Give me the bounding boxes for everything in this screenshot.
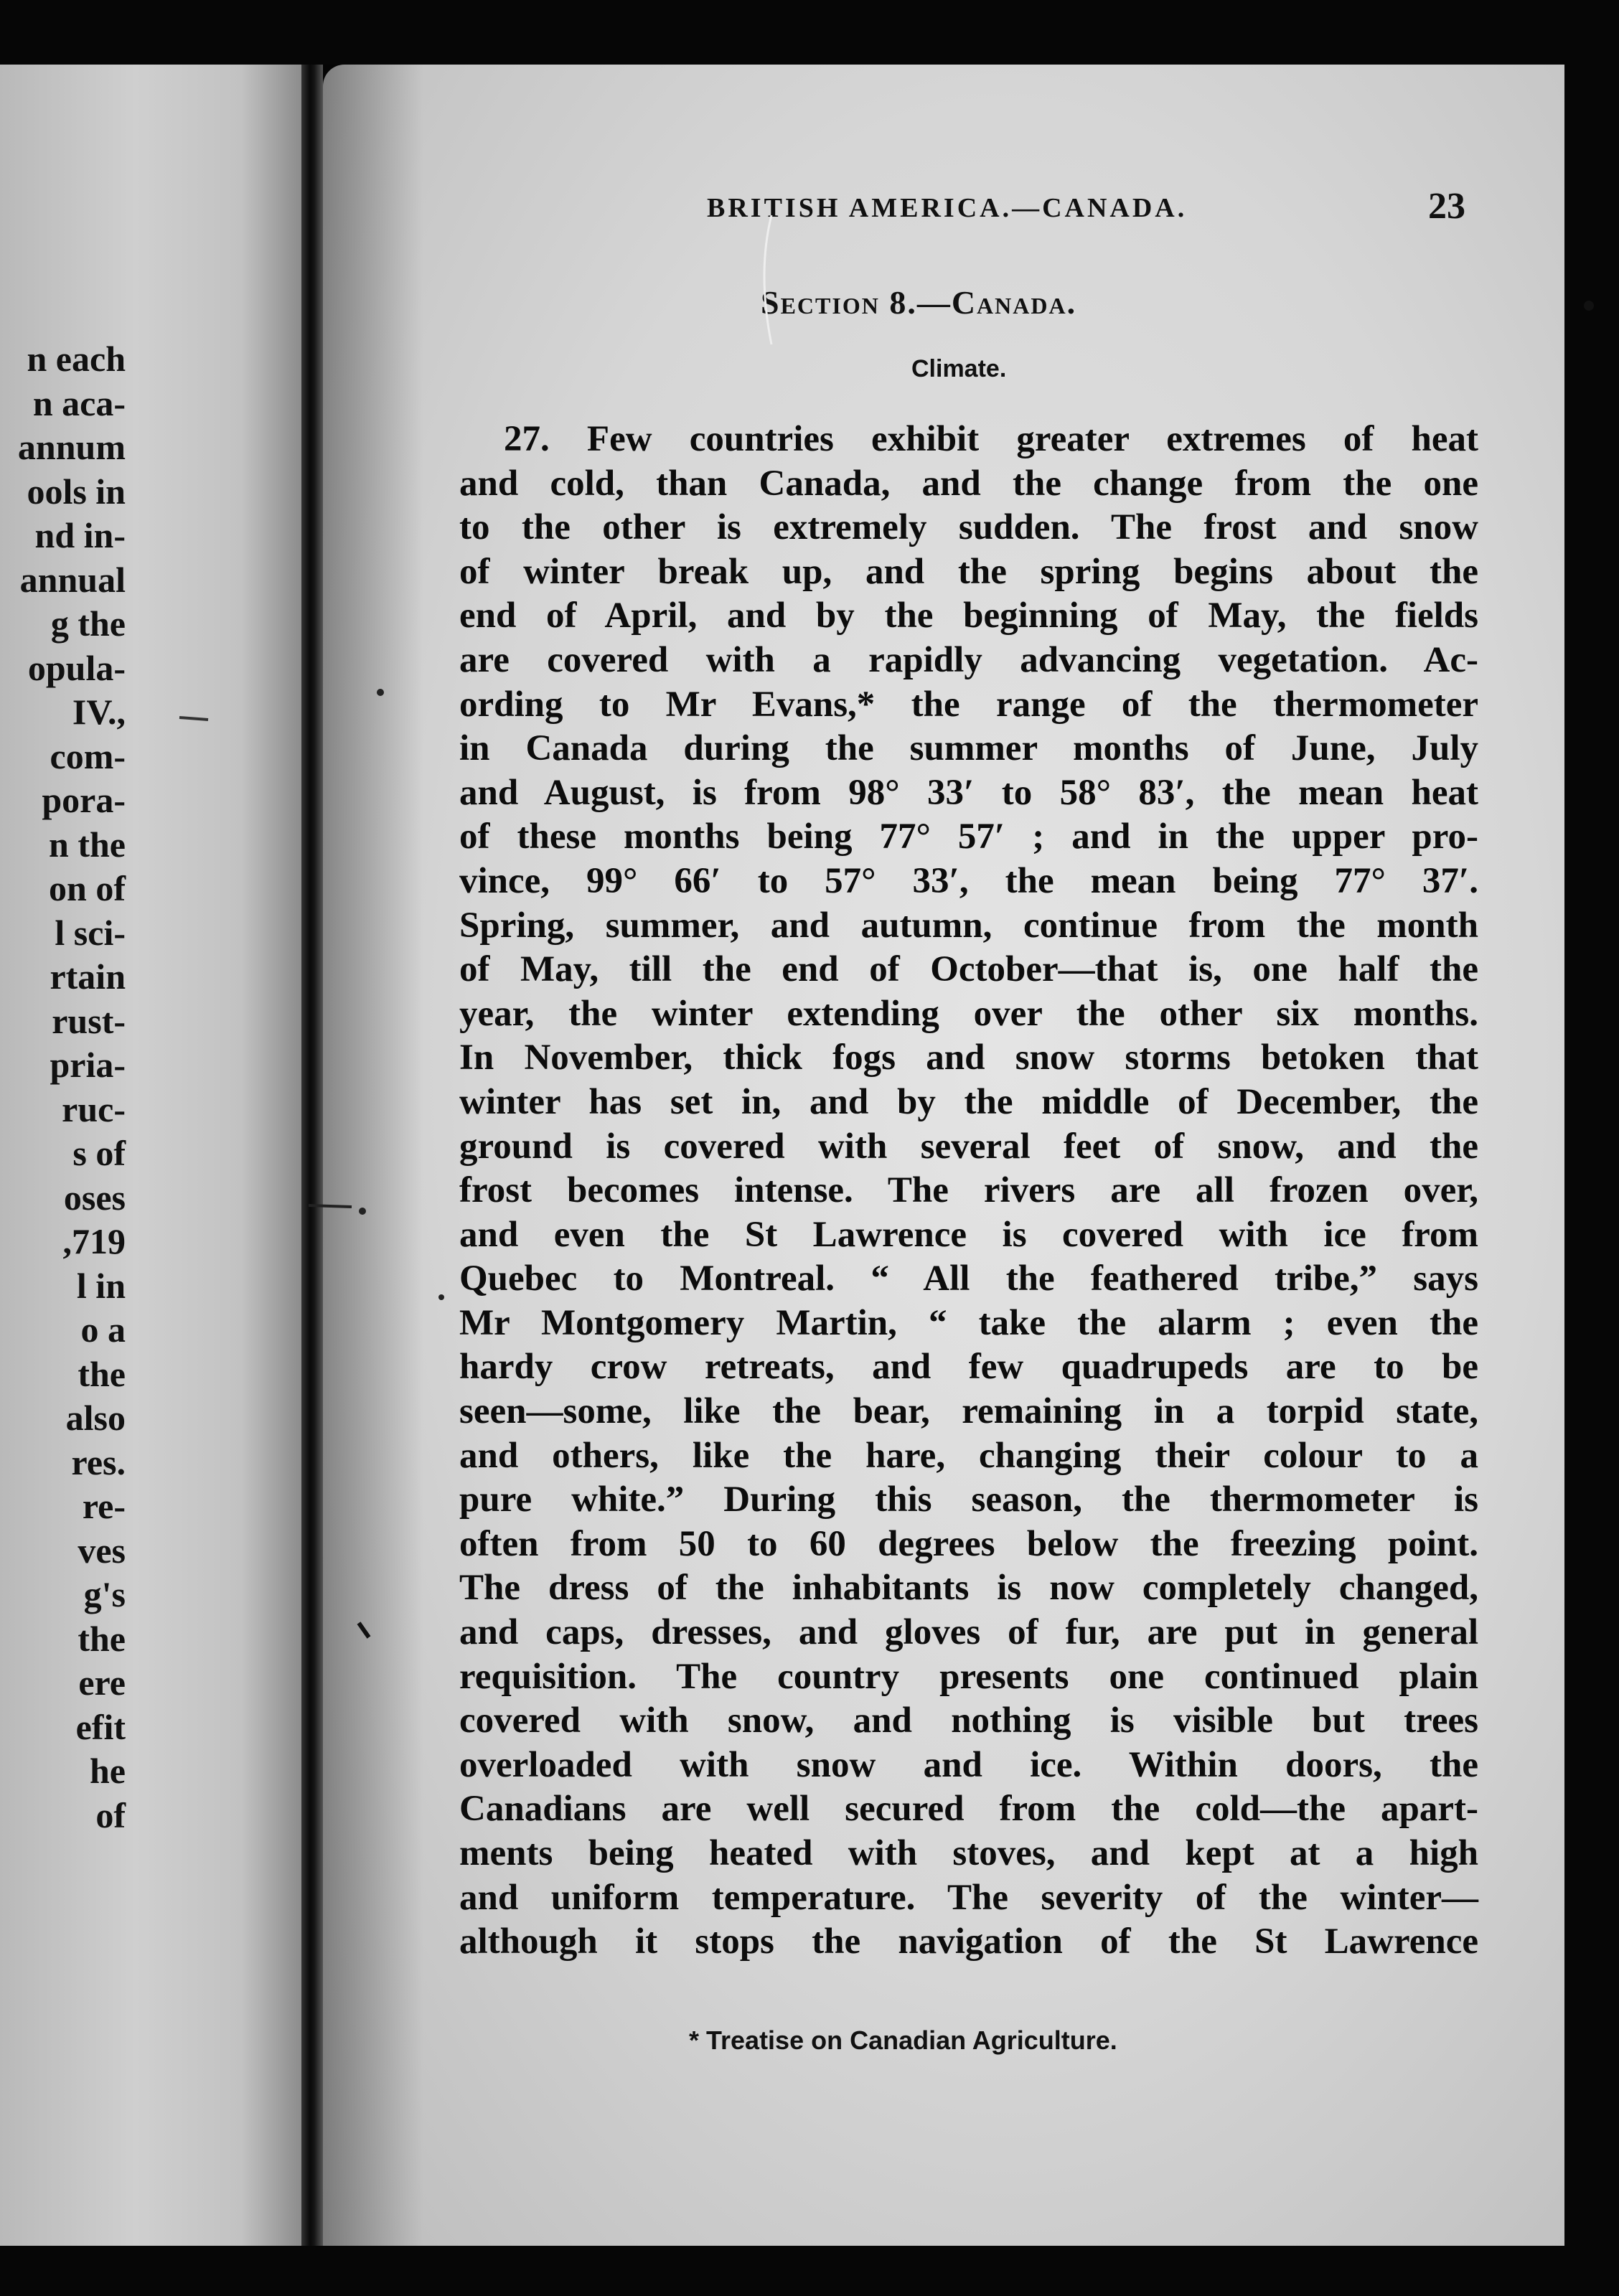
text-line: end of April, and by the beginning of May, the fields [459,596,1478,636]
left-page-line: res. [71,1441,126,1482]
left-page-line: o a [80,1309,126,1350]
text-line: in Canada during the summer months of June, July [459,728,1478,769]
body-paragraph [459,418,1478,1965]
text-line: often from 50 to 60 degrees below the freezing point. [459,1523,1478,1564]
text-line: and cold, than Canada, and the change from the one [459,463,1478,504]
text-line: vince, 99° 66′ to 57° 33′, the mean being 77° 37′. [459,860,1478,901]
text-line: ground is covered with several feet of snow, and the [459,1126,1478,1167]
left-page-line: re- [82,1486,126,1526]
left-page-line: n aca- [32,382,126,423]
text-line: pure white.” During this season, the thermometer is [459,1479,1478,1520]
left-page-line: opula- [27,647,126,688]
text-line: The dress of the inhabitants is now completely changed, [459,1568,1478,1609]
text-line: Spring, summer, and autumn, continue from the month [459,905,1478,946]
left-page-line: the [78,1618,126,1659]
text-line: overloaded with snow and ice. Within doors, the [459,1744,1478,1785]
text-line: and others, like the hare, changing their colour to a [459,1435,1478,1476]
text-line: 27. Few countries exhibit greater extremes of heat [504,419,1478,459]
running-head: BRITISH AMERICA.—CANADA. [707,193,1188,223]
text-line: ments being heated with stoves, and kept at a high [459,1833,1478,1873]
left-page-line: ools in [27,471,126,512]
left-page-line: efit [75,1706,126,1747]
text-line: are covered with a rapidly advancing vegetation. Ac- [459,639,1478,680]
left-page-line: g the [50,603,126,644]
left-page-text [0,337,126,1838]
left-page-line: ere [78,1662,126,1703]
book-gutter [301,65,323,2246]
text-line: and August, is from 98° 33′ to 58° 83′, the mean heat [459,772,1478,813]
left-page-line: g's [83,1574,126,1614]
text-line: and even the St Lawrence is covered with ice from [459,1214,1478,1255]
text-line: of these months being 77° 57′ ; and in the upper pro- [459,817,1478,857]
text-line: requisition. The country presents one continued plain [459,1656,1478,1697]
left-page-line: pria- [50,1045,126,1085]
left-page-line: he [90,1751,126,1791]
text-line: In November, thick fogs and snow storms betoken that [459,1038,1478,1078]
text-line: Canadians are well secured from the cold—the apart- [459,1789,1478,1830]
left-page-line: of [95,1794,126,1835]
text-line: seen—some, like the bear, remaining in a torpid state, [459,1391,1478,1432]
left-page-line: n the [49,824,126,865]
left-page-line: annum [17,427,126,467]
section-title: Section 8.—Canada. [761,284,1077,321]
text-line: year, the winter extending over the other six months. [459,993,1478,1034]
footnote: * Treatise on Canadian Agriculture. [689,2026,1117,2055]
text-line: to the other is extremely sudden. The frost and snow [459,507,1478,548]
text-line: Mr Montgomery Martin, “ take the alarm ; even the [459,1302,1478,1343]
text-line: Quebec to Montreal. “ All the feathered tribe,” says [459,1258,1478,1299]
left-page-line: l sci- [55,912,126,953]
page-number: 23 [1428,186,1465,227]
text-line: hardy crow retreats, and few quadrupeds are to be [459,1347,1478,1388]
left-page-line: oses [63,1177,126,1218]
left-page-line: annual [19,559,126,600]
text-line: frost becomes intense. The rivers are all frozen over, [459,1170,1478,1211]
left-page-line: com- [50,735,126,776]
text-line: although it stops the navigation of the St Lawrence [459,1921,1478,1962]
left-page-line: also [65,1398,126,1438]
left-page-line: nd in- [34,515,126,555]
left-page-line: rust- [52,1000,126,1041]
left-page-line: on of [49,868,126,908]
left-page-line: s of [72,1133,126,1173]
text-line: and caps, dresses, and gloves of fur, are put in general [459,1612,1478,1653]
left-page-line: l in [76,1265,126,1306]
text-line: covered with snow, and nothing is visible but trees [459,1700,1478,1741]
text-line: winter has set in, and by the middle of December, the [459,1081,1478,1122]
text-line: ording to Mr Evans,* the range of the thermometer [459,684,1478,725]
left-page-line: ruc- [62,1088,126,1129]
text-line: of winter break up, and the spring begins about the [459,551,1478,592]
left-page-line: ,719 [62,1221,126,1261]
left-page-line: ves [78,1530,126,1571]
left-page-line: rtain [50,956,126,997]
left-page-line: IV., [72,692,126,732]
left-page-line: n each [27,339,126,379]
left-page-line: the [78,1353,126,1394]
section-subhead: Climate. [911,355,1007,382]
text-line: of May, till the end of October—that is, one half the [459,949,1478,990]
text-line: and uniform temperature. The severity of the winter— [459,1877,1478,1918]
left-page [0,65,301,2246]
left-page-line: pora- [42,780,126,820]
